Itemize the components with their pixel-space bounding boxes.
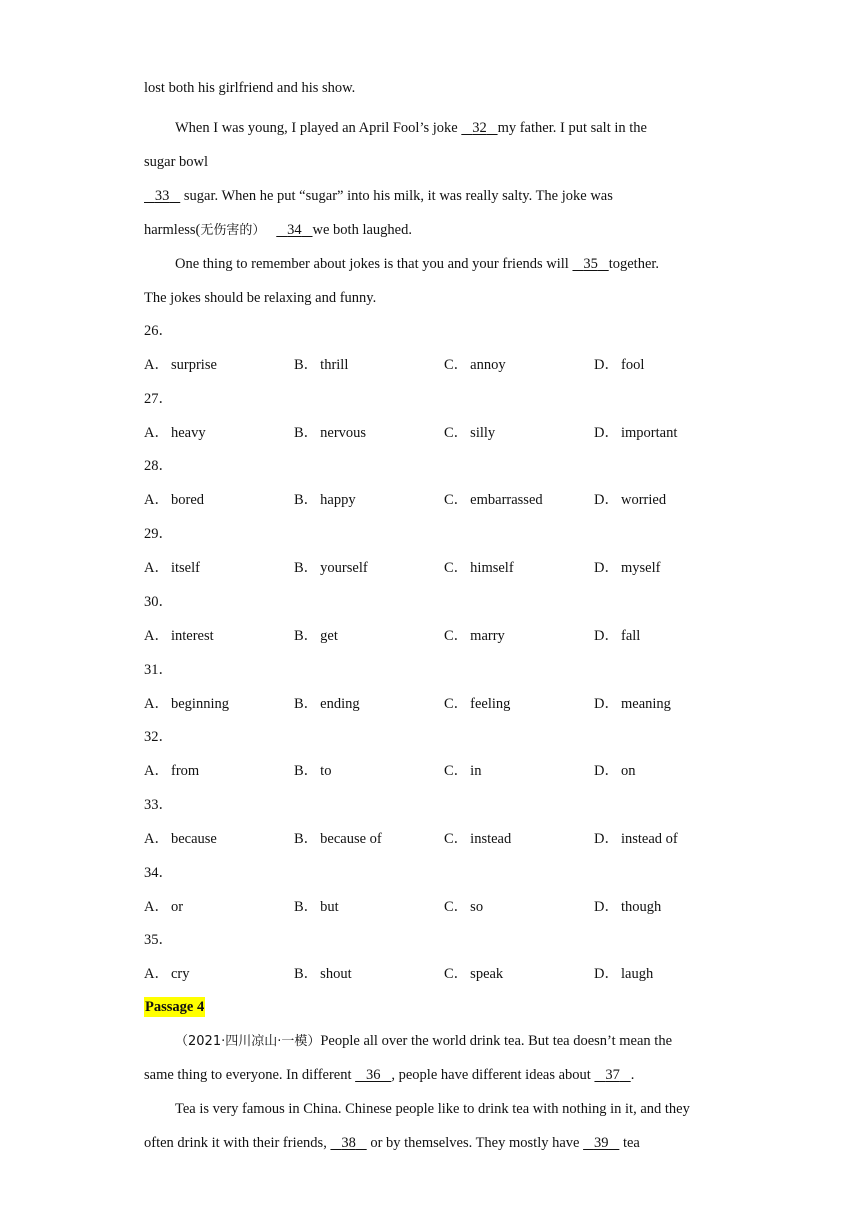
option-letter: C． bbox=[444, 898, 469, 915]
option-b[interactable] bbox=[294, 830, 382, 848]
option-b[interactable] bbox=[294, 898, 339, 916]
option-letter: C． bbox=[444, 627, 469, 644]
question-number: 26． bbox=[144, 323, 173, 339]
option-text: fall bbox=[620, 627, 641, 644]
paragraph-line bbox=[144, 153, 208, 171]
option-letter: B． bbox=[294, 695, 319, 712]
option-letter: B． bbox=[294, 424, 319, 441]
option-b[interactable] bbox=[294, 424, 366, 442]
option-d[interactable] bbox=[594, 627, 640, 645]
option-b[interactable] bbox=[294, 965, 352, 983]
option-text: because of bbox=[320, 830, 382, 847]
option-d[interactable] bbox=[594, 898, 661, 916]
option-b[interactable] bbox=[294, 762, 331, 780]
option-a[interactable] bbox=[144, 424, 206, 442]
option-text: but bbox=[320, 898, 339, 915]
option-letter: D． bbox=[594, 492, 619, 509]
option-text: to bbox=[320, 763, 332, 780]
text: or by themselves. They mostly have bbox=[366, 1135, 584, 1151]
paragraph-line bbox=[144, 187, 613, 205]
option-letter: B． bbox=[294, 763, 319, 780]
option-text: get bbox=[320, 627, 338, 644]
option-text: ending bbox=[320, 695, 360, 712]
passage-heading: Passage 4 bbox=[145, 999, 205, 1015]
option-text: cry bbox=[170, 966, 190, 983]
text: sugar. When he put “sugar” into his milk, it was really salty. The joke was bbox=[180, 188, 613, 204]
option-letter: A． bbox=[144, 627, 169, 644]
option-letter: A． bbox=[144, 898, 169, 915]
option-c[interactable] bbox=[444, 627, 505, 645]
option-letter: B． bbox=[294, 898, 319, 915]
text: . bbox=[630, 1067, 635, 1083]
paragraph-line bbox=[175, 119, 647, 137]
option-d[interactable] bbox=[594, 559, 660, 577]
option-text: bored bbox=[170, 492, 204, 509]
option-a[interactable] bbox=[144, 356, 217, 374]
option-text: silly bbox=[470, 424, 496, 441]
option-letter: A． bbox=[144, 492, 169, 509]
paragraph-line bbox=[175, 1032, 672, 1051]
option-c[interactable] bbox=[444, 762, 481, 780]
option-text: himself bbox=[470, 560, 514, 577]
option-letter: C． bbox=[444, 966, 469, 983]
chinese-gloss: 无伤害的） bbox=[200, 223, 266, 238]
text: same thing to everyone. In different bbox=[144, 1067, 356, 1083]
paragraph-line bbox=[175, 255, 659, 273]
option-letter: A． bbox=[144, 695, 169, 712]
option-letter: D． bbox=[594, 898, 619, 915]
option-text: nervous bbox=[320, 424, 367, 441]
option-letter: D． bbox=[594, 695, 619, 712]
option-text: worried bbox=[620, 492, 667, 509]
option-d[interactable] bbox=[594, 830, 678, 848]
blank-34: 34 bbox=[287, 222, 302, 238]
option-letter: C． bbox=[444, 830, 469, 847]
option-d[interactable] bbox=[594, 356, 644, 374]
option-text: because bbox=[170, 830, 217, 847]
blank-33: 33 bbox=[154, 188, 170, 204]
paragraph-line bbox=[144, 221, 412, 240]
option-letter: C． bbox=[444, 560, 469, 577]
option-d[interactable] bbox=[594, 424, 677, 442]
option-letter: B． bbox=[294, 492, 319, 509]
paragraph-line bbox=[144, 289, 376, 307]
question-number: 33． bbox=[144, 796, 173, 813]
text: often drink it with their friends, bbox=[144, 1135, 331, 1151]
option-letter: B． bbox=[294, 830, 319, 847]
option-a[interactable] bbox=[144, 762, 199, 780]
option-a[interactable] bbox=[144, 965, 190, 983]
blank-37: 37 bbox=[605, 1067, 620, 1083]
text: harmless( bbox=[144, 222, 201, 238]
option-text: itself bbox=[170, 560, 200, 577]
text: together. bbox=[608, 256, 660, 272]
option-letter: C． bbox=[444, 357, 469, 373]
question-number: 29． bbox=[144, 526, 173, 543]
option-letter: B． bbox=[294, 560, 319, 577]
option-text: myself bbox=[620, 560, 661, 577]
option-letter: A． bbox=[144, 830, 169, 847]
question-number: 28． bbox=[144, 458, 173, 475]
option-letter: D． bbox=[594, 560, 619, 577]
blank-36: 36 bbox=[366, 1067, 381, 1083]
option-d[interactable] bbox=[594, 491, 666, 509]
option-text: fool bbox=[620, 357, 645, 373]
option-text: speak bbox=[470, 966, 504, 983]
option-text: in bbox=[470, 763, 482, 780]
blank-38: 38 bbox=[341, 1135, 356, 1151]
text: People all over the world drink tea. But tea doesn’t mean the bbox=[320, 1033, 673, 1049]
paragraph-line bbox=[144, 1134, 640, 1152]
option-text: happy bbox=[320, 492, 356, 509]
text: sugar bowl bbox=[144, 154, 209, 170]
option-text: from bbox=[170, 763, 200, 780]
option-letter: B． bbox=[294, 966, 319, 983]
option-letter: D． bbox=[594, 357, 619, 373]
option-b[interactable] bbox=[294, 491, 356, 509]
paragraph-line bbox=[144, 1066, 634, 1084]
option-letter: A． bbox=[144, 357, 169, 373]
option-letter: D． bbox=[594, 830, 619, 847]
option-text: interest bbox=[170, 627, 214, 644]
option-b[interactable] bbox=[294, 695, 360, 713]
option-text: laugh bbox=[620, 966, 654, 983]
option-text: surprise bbox=[170, 357, 217, 373]
option-d[interactable] bbox=[594, 762, 635, 780]
option-letter: C． bbox=[444, 492, 469, 509]
option-c[interactable] bbox=[444, 491, 543, 509]
blank-39: 39 bbox=[593, 1135, 609, 1151]
text: The jokes should be relaxing and funny. bbox=[144, 290, 377, 306]
text: my father. I put salt in the bbox=[497, 120, 647, 136]
option-c[interactable] bbox=[444, 898, 483, 916]
question-number: 35． bbox=[144, 932, 173, 949]
option-c[interactable] bbox=[444, 356, 506, 374]
option-text: feeling bbox=[470, 695, 511, 712]
option-a[interactable] bbox=[144, 898, 183, 916]
option-a[interactable] bbox=[144, 695, 229, 713]
option-text: or bbox=[170, 898, 184, 915]
question-number: 34． bbox=[144, 864, 173, 881]
option-text: beginning bbox=[170, 695, 229, 712]
option-c[interactable] bbox=[444, 695, 510, 713]
option-text: though bbox=[620, 898, 662, 915]
option-text: on bbox=[620, 763, 636, 780]
option-b[interactable] bbox=[294, 559, 368, 577]
option-letter: D． bbox=[594, 627, 619, 644]
text: One thing to remember about jokes is that you and your friends will bbox=[175, 256, 573, 272]
option-c[interactable] bbox=[444, 559, 514, 577]
option-text: instead bbox=[470, 830, 512, 847]
option-text: heavy bbox=[170, 424, 206, 441]
option-text: shout bbox=[320, 966, 352, 983]
text: lost both his girlfriend and his show. bbox=[144, 80, 356, 96]
option-text: meaning bbox=[620, 695, 671, 712]
option-letter: D． bbox=[594, 424, 619, 441]
option-letter: D． bbox=[594, 966, 619, 983]
option-text: annoy bbox=[470, 357, 506, 373]
blank-35: 35 bbox=[583, 256, 598, 272]
option-letter: C． bbox=[444, 763, 469, 780]
text: When I was young, I played an April Fool’s joke bbox=[175, 120, 462, 136]
paragraph-line bbox=[144, 79, 355, 97]
option-letter: C． bbox=[444, 424, 469, 441]
option-a[interactable] bbox=[144, 830, 217, 848]
option-letter: A． bbox=[144, 424, 169, 441]
option-a[interactable] bbox=[144, 627, 214, 645]
option-letter: A． bbox=[144, 560, 169, 577]
source-note: （2021·四川凉山·一模） bbox=[175, 1034, 321, 1049]
option-text: important bbox=[620, 424, 678, 441]
blank-32: 32 bbox=[472, 120, 487, 136]
text: , people have different ideas about bbox=[391, 1067, 595, 1083]
option-text: embarrassed bbox=[470, 492, 543, 509]
option-a[interactable] bbox=[144, 559, 200, 577]
question-number: 27． bbox=[144, 390, 173, 407]
option-letter: D． bbox=[594, 763, 619, 780]
option-d[interactable] bbox=[594, 965, 653, 983]
option-b[interactable] bbox=[294, 356, 348, 374]
option-text: marry bbox=[470, 627, 505, 644]
option-text: thrill bbox=[320, 357, 349, 373]
option-c[interactable] bbox=[444, 830, 511, 848]
question-number: 31． bbox=[144, 661, 173, 678]
option-letter: A． bbox=[144, 763, 169, 780]
option-d[interactable] bbox=[594, 695, 671, 713]
option-letter: C． bbox=[444, 695, 469, 712]
option-letter: A． bbox=[144, 966, 169, 983]
text: tea bbox=[619, 1135, 640, 1151]
question-number: 30． bbox=[144, 593, 173, 610]
option-c[interactable] bbox=[444, 424, 495, 442]
text: we both laughed. bbox=[312, 222, 412, 238]
option-c[interactable] bbox=[444, 965, 503, 983]
text: Tea is very famous in China. Chinese people like to drink tea with nothing in it, and they bbox=[175, 1101, 690, 1117]
option-text: yourself bbox=[320, 560, 368, 577]
paragraph-line bbox=[175, 1100, 690, 1118]
option-letter: B． bbox=[294, 357, 319, 373]
option-letter: B． bbox=[294, 627, 319, 644]
option-a[interactable] bbox=[144, 491, 204, 509]
question-number: 32． bbox=[144, 729, 173, 746]
option-text: instead of bbox=[620, 830, 678, 847]
option-text: so bbox=[470, 898, 484, 915]
option-b[interactable] bbox=[294, 627, 338, 645]
